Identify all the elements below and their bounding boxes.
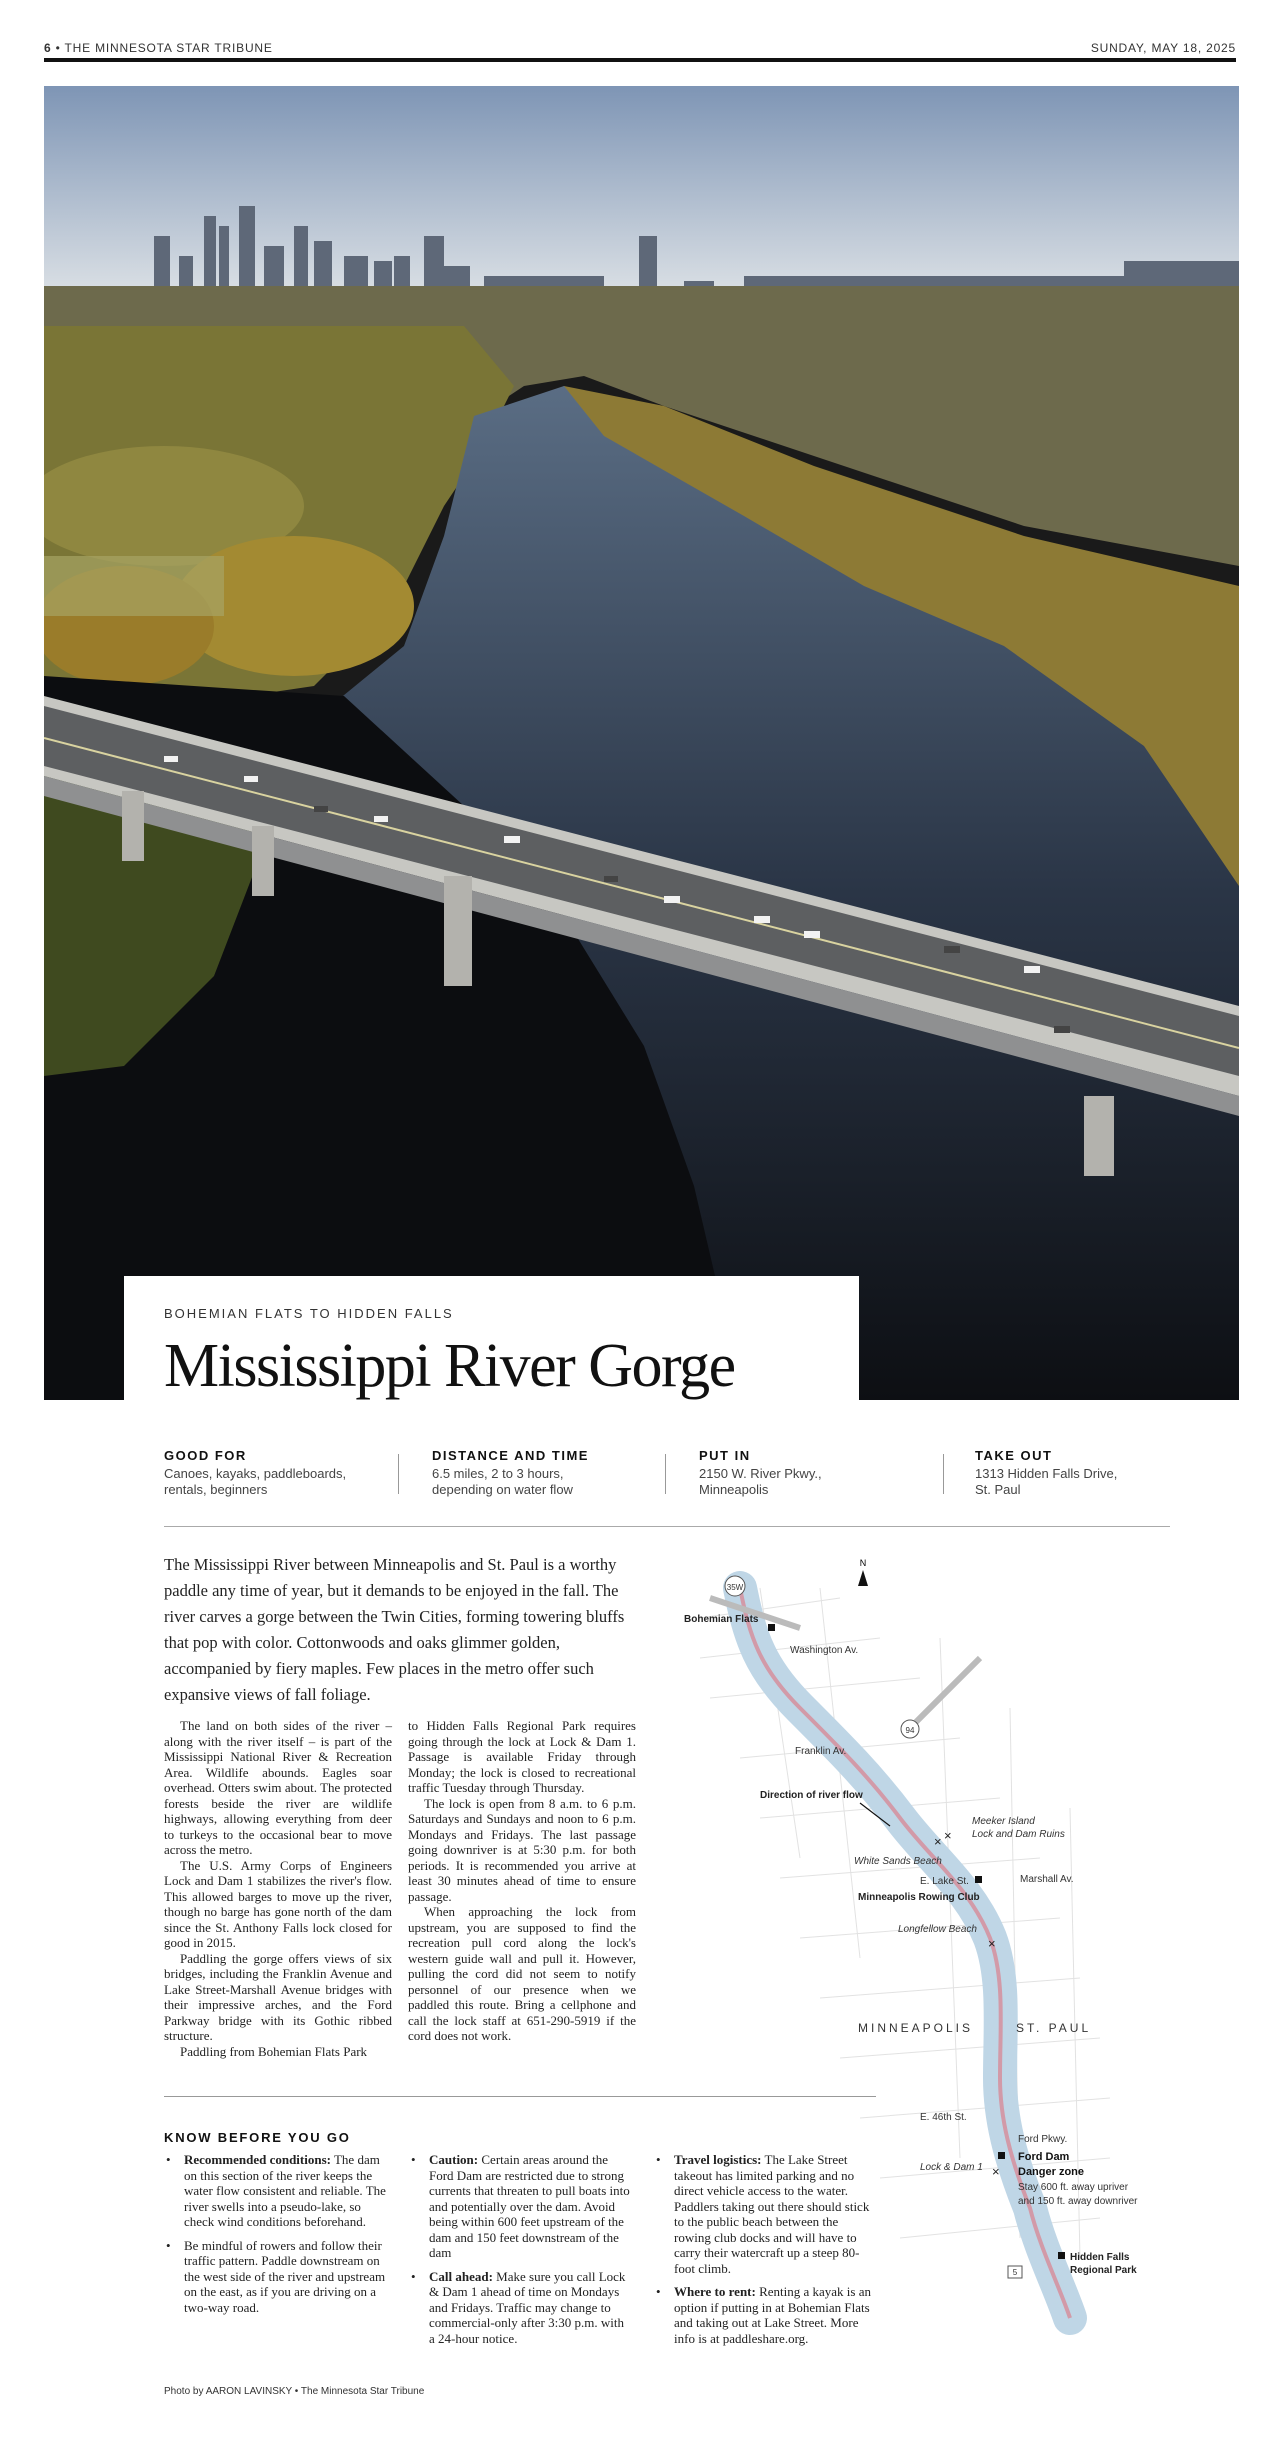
i35w-shield: 35W (726, 1583, 744, 1592)
title-box (124, 1276, 859, 1400)
route-map (680, 1558, 1140, 2338)
lock-marker-icon: × (992, 2164, 1000, 2179)
body-paragraph: When approaching the lock from upstream, you are supposed to find the recreation pull cord along the lock's western guide wall and pull it. However, pulling the cord did not seem to notify personnel of our presence when we paddled this route. Bring a cellphone and call the lock staff at 651-290-5919 if the cord does not work. (408, 1904, 636, 2043)
map-label-meeker-2: Lock and Dam Ruins (972, 1829, 1065, 1840)
ruins-marker-icon: × (934, 1834, 942, 1849)
fact-divider (943, 1454, 944, 1494)
item-text: Make sure you call Lock & Dam 1 ahead of time on Mondays and Fridays. Traffic may change to commercial-only after 3:30 p.m. with a 24-hour notice. (429, 2268, 626, 2346)
map-label-ford-pkwy: Ford Pkwy. (1018, 2134, 1068, 2145)
fact-label: GOOD FOR (164, 1448, 247, 1463)
map-label-danger: Danger zone (1018, 2166, 1085, 2178)
issue-date: SUNDAY, MAY 18, 2025 (1090, 41, 1236, 55)
body-columns (164, 1718, 636, 2059)
fact-value: 2150 W. River Pkwy., Minneapolis (699, 1466, 822, 1497)
body-paragraph: Paddling from Bohemian Flats Park (180, 2043, 368, 2059)
map-label-washington: Washington Av. (790, 1645, 859, 1656)
map-label-meeker-1: Meeker Island (972, 1816, 1035, 1827)
item-lead: Recommended conditions: (184, 2152, 331, 2167)
list-item (409, 2152, 631, 2261)
north-arrow-icon (858, 1570, 868, 1586)
fact-take-out (975, 1448, 1170, 1498)
route-map-svg (680, 1558, 1140, 2338)
map-label-white-sands: White Sands Beach (854, 1856, 942, 1867)
river-gorge-photo (44, 86, 1239, 1400)
masthead-left: 6 • THE MINNESOTA STAR TRIBUNE (44, 41, 273, 55)
lede-paragraph: The Mississippi River between Minneapolis and St. Paul is a worthy paddle any time of year, but it demands to be enjoyed in the fall. The river carves a gorge between the Twin Cities, forming towering bluffs that pop with color. Cottonwoods and oaks glimmer golden, accompanied by fiery maples. Few places in the metro offer such expansive views of fall foliage. (164, 1555, 625, 1704)
hero-photo (44, 86, 1239, 1400)
headline: Mississippi River Gorge (164, 1332, 735, 1400)
item-text: Renting a kayak is an option if putting in at Bohemian Flats and taking out at Lake Street. More info is at paddleshare.org. (674, 2284, 871, 2346)
list-item (409, 2269, 631, 2347)
map-label-lock-dam: Lock & Dam 1 (920, 2162, 983, 2173)
item-lead: Travel logistics: (674, 2152, 762, 2167)
map-label-bohemian-flats: Bohemian Flats (684, 1614, 759, 1625)
item-lead: Where to rent: (674, 2284, 756, 2299)
body-column-right (408, 1718, 636, 2059)
know-before-column (409, 2152, 631, 2354)
fact-divider (398, 1454, 399, 1494)
item-text: Be mindful of rowers and follow their traffic pattern. Paddle downstream on the west side of the river and upstream on the east, as if you are driving on a two-way road. (184, 2237, 386, 2315)
map-label-ford-dam: Ford Dam (1018, 2151, 1070, 2163)
hwy5-shield: 5 (1012, 2268, 1018, 2277)
take-out-marker-icon (975, 1876, 982, 1883)
map-label-e46th: E. 46th St. (920, 2112, 967, 2123)
item-text: The Lake Street takeout has limited parking and no direct vehicle access to the water. Paddlers taking out there should stick to the public beach between the rowing club docks and will have to carry their watercraft up a steep 80-foot climb. (674, 2152, 870, 2276)
body-paragraph: to Hidden Falls Regional Park requires going through the lock at Lock & Dam 1. Passage is available Friday through Monday; the lock is closed to recreational traffic Tuesday through Thursday. (408, 1718, 636, 1795)
fact-label: TAKE OUT (975, 1448, 1053, 1463)
beach-marker-icon: × (988, 1936, 996, 1951)
map-label-danger-note-2: and 150 ft. away downriver (1018, 2196, 1138, 2207)
fact-label: PUT IN (699, 1448, 751, 1463)
north-label: N (859, 1558, 867, 1568)
ford-dam-marker-icon (998, 2152, 1005, 2159)
fact-put-in (699, 1448, 975, 1498)
body-column-left (164, 1718, 392, 2059)
photo-credit: Photo by AARON LAVINSKY • The Minnesota Star Tribune (164, 2386, 425, 2397)
map-label-minneapolis: MINNEAPOLIS (858, 2021, 974, 2035)
map-label-franklin: Franklin Av. (795, 1746, 847, 1757)
know-before-column (164, 2152, 386, 2354)
body-paragraph: Paddling the gorge offers views of six bridges, including the Franklin Avenue and Lake Street-Marshall Avenue bridges with their impressive arches, and the Ford Parkway bridge with its Gothic ribbed structure. (164, 1950, 392, 2043)
fact-bar (164, 1448, 1170, 1498)
map-label-longfellow: Longfellow Beach (898, 1924, 977, 1935)
i94-shield: 94 (905, 1726, 915, 1735)
body-paragraph: The land on both sides of the river – along with the river itself – is part of the Mississippi National River & Recreation Area. Wildlife abounds. Eagles soar overhead. Otters swim about. The protected forests beside the river are wildlife highways, allowing everything from deer to turkeys to the occasional bear to move across the metro. (164, 1718, 392, 1857)
masthead-rule (44, 58, 1236, 62)
fact-good-for (164, 1448, 432, 1498)
map-label-st-paul: ST. PAUL (1016, 2021, 1092, 2035)
body-paragraph: The U.S. Army Corps of Engineers Lock and Dam 1 stabilizes the river's flow. This allowed barges to move up the river, though no barge has gone north of the dam since the St. Anthony Falls lock closed for good in 2015. (164, 1857, 392, 1950)
fact-value: 6.5 miles, 2 to 3 hours, depending on water flow (432, 1466, 573, 1497)
put-in-marker-icon (768, 1624, 775, 1631)
hidden-falls-marker-icon (1058, 2252, 1065, 2259)
map-label-hidden-falls-2: Regional Park (1070, 2265, 1137, 2276)
list-item (164, 2238, 386, 2316)
fact-value: Canoes, kayaks, paddleboards, rentals, beginners (164, 1466, 347, 1497)
map-label-e-lake: E. Lake St. (920, 1876, 969, 1887)
fact-distance-time (432, 1448, 699, 1498)
paper-name: THE MINNESOTA STAR TRIBUNE (64, 41, 273, 55)
fact-divider (665, 1454, 666, 1494)
list-item (164, 2152, 386, 2230)
map-label-direction: Direction of river flow (760, 1790, 863, 1801)
map-label-rowing-club: Minneapolis Rowing Club (858, 1892, 980, 1903)
section-rule (164, 1526, 1170, 1527)
body-paragraph: The lock is open from 8 a.m. to 6 p.m. Saturdays and Sundays and noon to 6 p.m. Mondays and Fridays. The last passage going downriver is at 5:30 p.m. for both periods. It is recommended you arrive at least 30 minutes ahead of time to ensure passage. (408, 1795, 636, 1904)
fact-label: DISTANCE AND TIME (432, 1448, 589, 1463)
fact-value: 1313 Hidden Falls Drive, St. Paul (975, 1466, 1118, 1497)
masthead (44, 36, 1236, 60)
item-lead: Caution: (429, 2152, 479, 2167)
item-lead: Call ahead: (429, 2268, 493, 2284)
map-label-marshall: Marshall Av. (1020, 1874, 1074, 1885)
know-before-title: KNOW BEFORE YOU GO (164, 2130, 351, 2145)
item-text: Certain areas around the Ford Dam are restricted due to strong currents that threaten to pull boats into and potentially over the dam. Avoid being within 600 feet upstream of the dam and 150 feet downstream of the dam (429, 2152, 630, 2260)
item-text: The dam on this section of the river keeps the water flow consistent and reliable. The river swells into a pseudo-lake, so check wind conditions beforehand. (184, 2152, 386, 2229)
ruins-marker-icon: × (944, 1828, 952, 1843)
map-label-danger-note-1: Stay 600 ft. away upriver (1018, 2182, 1129, 2193)
route-kicker: BOHEMIAN FLATS TO HIDDEN FALLS (164, 1306, 454, 1321)
page-number: 6 (44, 41, 52, 55)
map-label-hidden-falls-1: Hidden Falls (1070, 2252, 1130, 2263)
